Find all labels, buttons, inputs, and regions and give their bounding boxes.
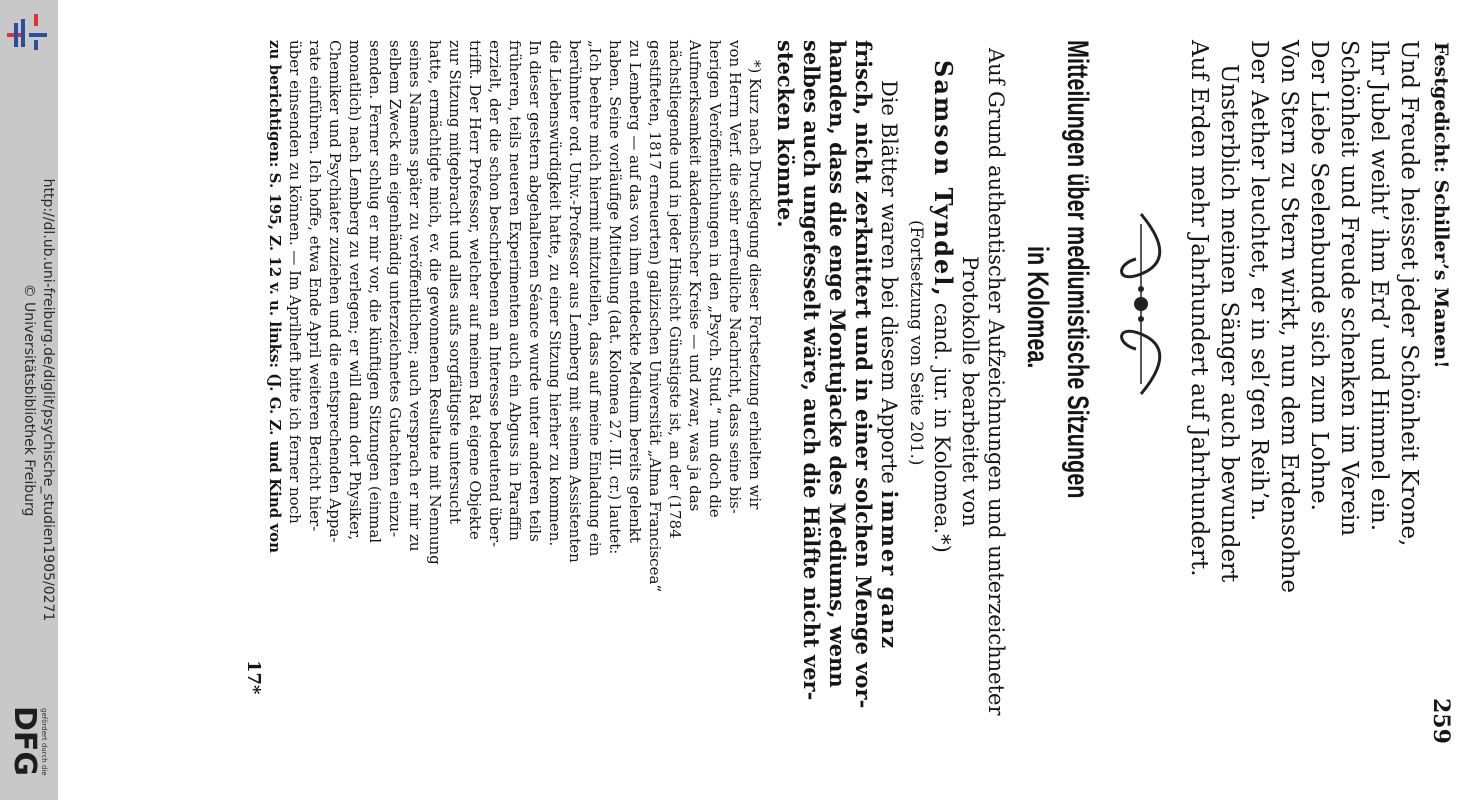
scanned-page [78, 20, 1458, 780]
document-url[interactable]: http://dl.ub.uni-freiburg.de/diglit/psychische_studien1905/0271 [40, 178, 56, 622]
footnote-line: Chemiker und Psychiater zuziehen und die entsprechenden Appa- [326, 40, 344, 543]
author-affiliation: cand. jur. in Kolomea.*) [930, 302, 954, 553]
author-name: Samson Tyndel, [929, 60, 958, 298]
poem-line: Der Aether leuchtet, er in sel’gen Reih’n. [1246, 40, 1272, 522]
article-title: Mitteilungen über mediumistische Sitzungen [1061, 40, 1094, 499]
footnote-line: *) Kurz nach Drucklegung dieser Fortsetzung erhielten wir [746, 60, 764, 510]
footnote-line: herigen Veröffentlichungen in den „Psych. Stud.“ nun doch die [706, 40, 724, 518]
footnote-line: trifft. Der Herr Professor, welcher auf meinen Rat eigene Objekte [466, 40, 484, 540]
dfg-logo [2, 704, 56, 796]
body-line: selbes auch ungefesselt wäre, auch die Hälfte nicht ver- [799, 40, 824, 701]
running-head: Festgedicht: Schiller’s Manen! [1430, 42, 1452, 369]
decorative-ornament-icon [1106, 204, 1176, 404]
dfg-wordmark: DFG [7, 706, 42, 777]
footnote-line: über einsenden zu können. — Im Aprilheft bitte ich ferner noch [286, 40, 304, 524]
body-line [877, 80, 902, 650]
signature-mark: 17* [243, 660, 264, 695]
body-line: frisch, nicht zerknittert und in einer solchen Menge vor- [851, 40, 876, 709]
article-title-continued: in Kolomea. [1021, 246, 1054, 369]
intro-text: Protokolle bearbeitet von [958, 256, 982, 527]
footnote-line: seines Namens später zu veröffentlichen; auch versprach er mir zu [406, 40, 424, 552]
poem-line: Von Stern zu Stern wirkt, nun dem Erdensohne [1276, 40, 1302, 594]
footnote-line: „Ich beehre mich hiermit mitzuteilen, dass auf meine Einladung ein [586, 40, 604, 557]
footnote-line: berühmter ord. Univ.-Professor aus Lemberg mit seinem Assistenten [566, 40, 584, 563]
poem-line: Auf Erden mehr Jahrhundert auf Jahrhundert. [1186, 40, 1212, 577]
body-line-text: Die Blätter waren bei diesem Apporte [877, 80, 901, 491]
funder-note: gefördert durch die [40, 708, 48, 776]
footnote-line: senden. Ferner schlug er mir vor, die künftigen Sitzungen (einmal [366, 40, 384, 544]
continuation-note: (Fortsetzung von Seite 201.) [906, 220, 926, 466]
poem-line: Ihr Jubel weiht’ ihm Erd’ und Himmel ein. [1366, 40, 1392, 532]
footnote-line: haben. Seine vorläufige Mitteilung (dat. Kolomea 27. III. cr.) lautet: [606, 40, 624, 555]
copyright-notice: © Universitätsbibliothek Freiburg [21, 283, 37, 517]
footnote-line: erzielt, der die schon beschriebenen an Interesse bedeutend über- [486, 40, 504, 548]
page-number: 259 [1428, 698, 1454, 744]
poem-line: Unsterblich meinen Sänger auch bewundert [1216, 64, 1242, 583]
intro-text: Auf Grund authentischer Aufzeichnungen und unterzeichneter [984, 48, 1008, 716]
footnote-line: die Liebenswürdigkeit hatte, zu einer Sitzung hierher zu kommen. [546, 40, 564, 547]
footnote-line: zu Lemberg — auf das von ihm entdeckte Medium bereits gelenkt [626, 40, 644, 543]
footnote-line: monatlich) nach Lemberg zu verlegen; er will dann dort Physiker, [346, 40, 364, 541]
footnote-line: zur Sitzung mitgebracht und alles aufs sorgfältigste untersucht [446, 40, 464, 524]
author-line [929, 60, 958, 553]
footnote-line: selbem Zweck ein eigenhändig unterzeichnetes Gutachten einzu- [386, 40, 404, 538]
library-sidebar [0, 0, 58, 800]
footnote-line: Aufmerksamkeit akademischer Kreise — und zwar, was ja das [686, 40, 704, 512]
footnote-line: früheren, teils neueren Experimenten auch ein Abguss in Paraffin [506, 40, 524, 541]
footnote-line: von Herrn Verf. die sehr erfreuliche Nachricht, dass seine bis- [726, 40, 744, 514]
poem-line: Schönheit und Freude schenken im Verein [1336, 40, 1362, 537]
body-line-emphasis: immer ganz [877, 490, 902, 651]
poem-line: Und Freude heisset jeder Schönheit Krone, [1396, 40, 1422, 547]
footnote-line: hatte, ermächtigte mich, ev. die gewonnenen Resultate mit Nennung [426, 40, 444, 565]
footnote-line: zu berichtigen: S. 195, Z. 12 v. u. links: (J. G. Z. und Kind von [266, 40, 284, 554]
body-line: handen, dass die enge Montujacke des Mediums, wenn [825, 40, 850, 688]
footnote-line: rate einführen. Ich hoffe, etwa Ende April weiteren Bericht hier- [306, 40, 324, 532]
footnote-line: gestifteten, 1817 erneuerten) galizischen Universität „Alma Franciscea“ [646, 40, 664, 593]
body-line: stecken könnte. [773, 40, 798, 228]
poem-line: Der Liebe Seelenbunde sich zum Lohne. [1306, 40, 1332, 511]
footnote-line: nächstliegende und in jeder Hinsicht Günstigste ist, an der (1784 [666, 40, 684, 539]
footnote-line: In dieser gestern abgehaltenen Séance wurde unter anderen teils [526, 40, 544, 542]
sidebar-citation [1, 0, 57, 800]
